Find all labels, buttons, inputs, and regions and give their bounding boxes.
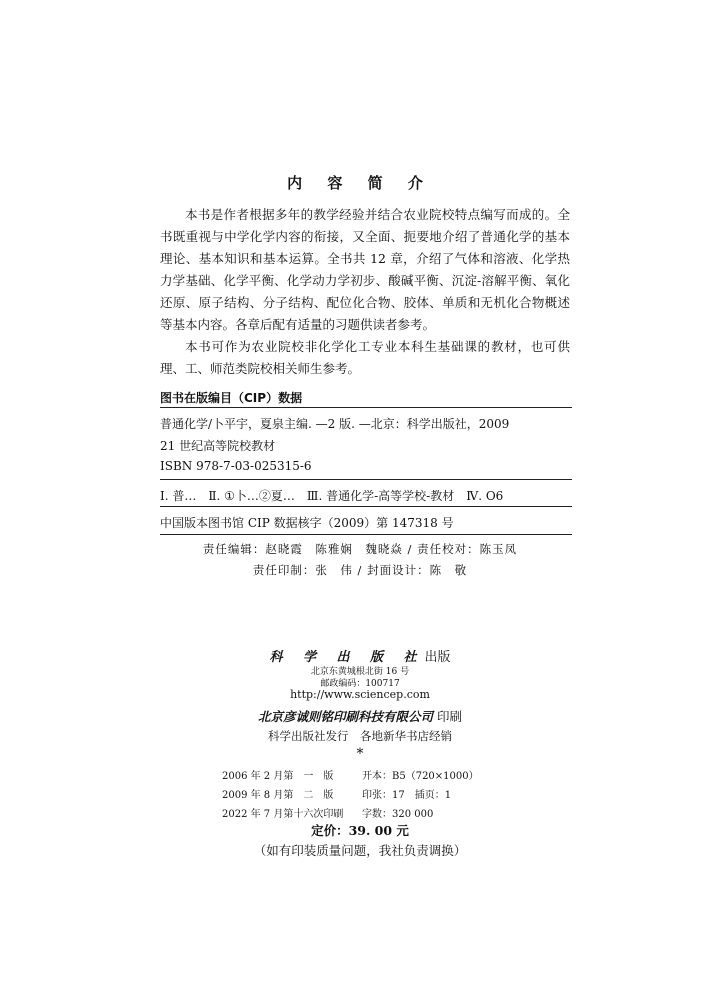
cip-divider-middle [160,479,572,480]
publisher-url: http://www.sciencep.com [290,688,430,701]
publisher-name: 科 学 出 版 社 [269,650,425,665]
edition-row [222,767,522,786]
separator-star: * [356,746,364,762]
edition-spec: 开本：B5（720×1000） [362,771,479,782]
cip-isbn-line: ISBN 978-7-03-025315-6 [160,459,312,473]
price-line: 定价：39. 00 元 [311,823,409,838]
edition-date: 2022 年 7 月第十六次印刷 [222,809,344,820]
publisher-address: 北京东黄城根北街 16 号 [310,667,410,677]
edition-date: 2006 年 2 月第 一 版 [222,771,334,782]
publisher-line [0,646,720,665]
publisher-postcode: 邮政编码：100717 [320,679,400,689]
content-summary [160,204,570,380]
edition-row [222,786,522,805]
edition-date: 2009 年 8 月第 二 版 [222,790,334,801]
printer-name: 北京彦诚则铭印刷科技有限公司 [257,709,433,724]
printer-suffix: 印刷 [436,709,462,724]
page-title: 内 容 简 介 [287,174,433,192]
cip-heading: 图书在版编目（CIP）数据 [160,391,303,405]
distribution-line: 科学出版社发行 各地新华书店经销 [268,729,452,743]
publisher-suffix: 出版 [424,650,451,665]
quality-note: （如有印装质量问题，我社负责调换） [253,843,467,858]
printer-line [0,707,720,725]
cip-number-line: 中国版本图书馆 CIP 数据核字（2009）第 147318 号 [160,516,454,530]
edition-spec: 字数：320 000 [362,809,434,820]
cip-series-line: 21 世纪高等院校教材 [160,439,276,453]
edition-spec: 印张：17 插页：1 [362,790,452,801]
cip-divider-bottom [160,534,572,535]
production-credits: 责任印制：张 伟 / 封面设计：陈 敬 [252,563,468,577]
editor-credits: 责任编辑：赵晓霞 陈雅娴 魏晓焱 / 责任校对：陈玉凤 [202,542,518,556]
cip-divider-top [160,407,572,408]
edition-table [222,767,522,824]
cip-subject-line: Ⅰ. 普… Ⅱ. ①卜…②夏… Ⅲ. 普通化学-高等学校-教材 Ⅳ. O6 [160,489,504,503]
cip-divider-lower [160,506,572,507]
cip-title-line: 普通化学/卜平宇，夏泉主编. —2 版. —北京：科学出版社，2009 [160,417,510,431]
summary-paragraph-1: 本书是作者根据多年的教学经验并结合农业院校特点编写而成的。全书既重视与中学化学内容的衔接，又全面、扼要地介绍了普通化学的基本理论、基本知识和基本运算。全书共 12 章，介绍了气体和溶液、化学热力学基础、化学平衡、化学动力学初步、酸碱平衡、沉淀-溶解平衡、氧化还原、原子结构、分子结构、配位化合物、胶体、单质和无机化合物概述等基本内容。各章后配有适量的习题供读者参考。 [160,207,570,332]
summary-paragraph-2: 本书可作为农业院校非化学化工专业本科生基础课的教材，也可供理、工、师范类院校相关师生参考。 [160,339,570,376]
